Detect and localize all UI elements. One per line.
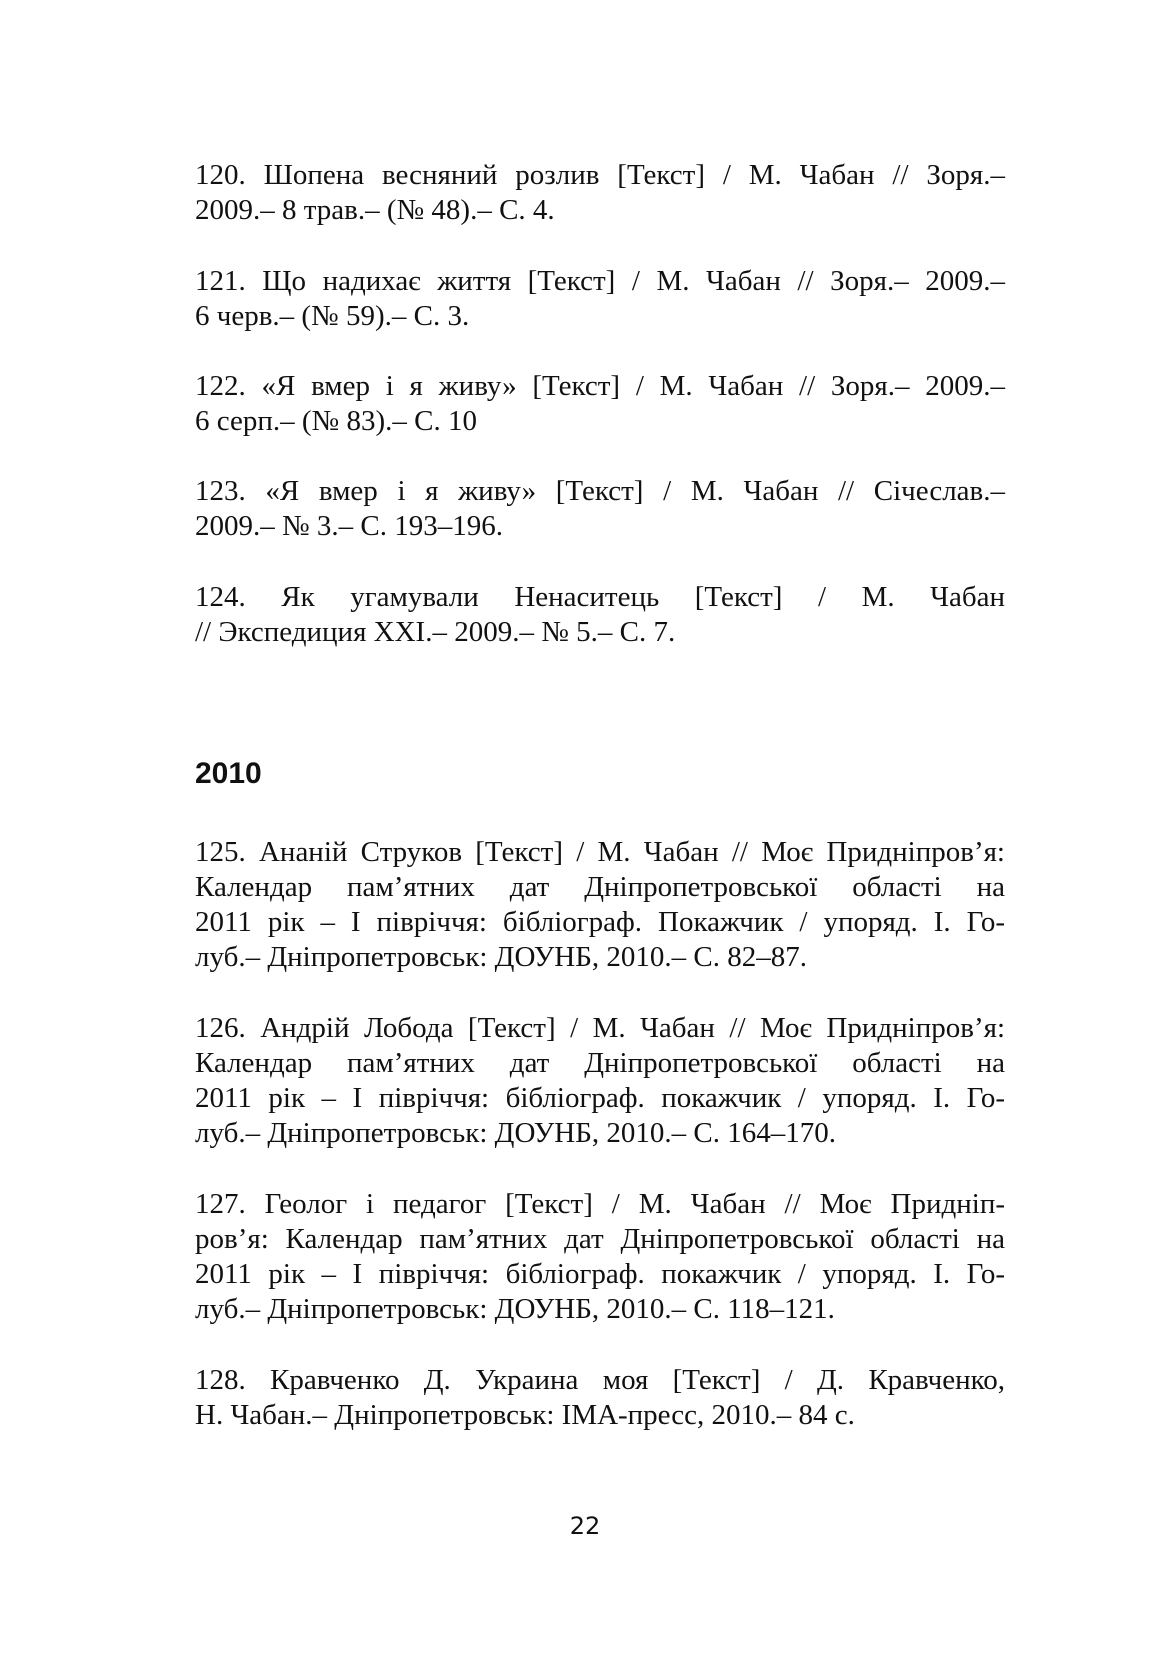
entry-line: луб.– Дніпропетровськ: ДОУНБ, 2010.– С. 118–121. (195, 1293, 835, 1325)
entry-text (195, 580, 1005, 650)
entry-text (195, 1187, 1005, 1327)
entry-line: // Экспедиция XXI.– 2009.– № 5.– С. 7. (195, 616, 676, 648)
entry-line: луб.– Дніпропетровськ: ДОУНБ, 2010.– С. 82–87. (195, 941, 807, 973)
entry-line: 6 черв.– (№ 59).– С. 3. (195, 300, 470, 332)
entry-line: 6 серп.– (№ 83).– С. 10 (195, 405, 477, 437)
entry-text (195, 158, 1005, 228)
entry-text (195, 369, 1005, 439)
entry-line: 2011 рік – І півріччя: бібліограф. покажчик / упоряд. І. Го- (195, 1258, 1005, 1290)
entry-line: 126. Андрій Лобода [Текст] / М. Чабан // Моє Придніпров’я: (195, 1012, 1005, 1044)
entry-text (195, 835, 1005, 975)
bibliography-entry-123 (195, 474, 1005, 544)
entry-line: Календар пам’ятних дат Дніпропетровської області на (195, 1047, 1005, 1079)
entry-line: 127. Геолог і педагог [Текст] / М. Чабан // Моє Придніп- (195, 1188, 1005, 1220)
entry-line: 124. Як угамували Ненаситець [Текст] / М. Чабан (195, 581, 1005, 613)
entry-line: 125. Ананій Струков [Текст] / М. Чабан // Моє Придніпров’я: (195, 836, 1005, 868)
bibliography-entry-127 (195, 1187, 1005, 1327)
entry-line: 120. Шопена весняний розлив [Текст] / М. Чабан // Зоря.– (195, 159, 1005, 191)
entry-line: 2011 рік – І півріччя: бібліограф. покажчик / упоряд. І. Го- (195, 1082, 1005, 1114)
entry-line: Н. Чабан.– Дніпропетровськ: ІМА-пресс, 2010.– 84 с. (195, 1399, 855, 1431)
bibliography-entry-122 (195, 369, 1005, 439)
entry-text (195, 1011, 1005, 1151)
bibliography-entry-121 (195, 264, 1005, 334)
bibliography-entry-125 (195, 835, 1005, 975)
entry-line: ров’я: Календар пам’ятних дат Дніпропетровської області на (195, 1223, 1005, 1255)
entry-line: 123. «Я вмер і я живу» [Текст] / М. Чабан // Січеслав.– (195, 475, 1005, 507)
entry-line: 2009.– 8 трав.– (№ 48).– С. 4. (195, 194, 555, 226)
bibliography-entry-124 (195, 580, 1005, 650)
page-number: 22 (569, 1512, 601, 1540)
entry-text (195, 264, 1005, 334)
entry-line: 128. Кравченко Д. Украина моя [Текст] / Д. Кравченко, (195, 1364, 1005, 1396)
entry-line: 122. «Я вмер і я живу» [Текст] / М. Чабан // Зоря.– 2009.– (195, 370, 1005, 402)
entry-line: луб.– Дніпропетровськ: ДОУНБ, 2010.– С. 164–170. (195, 1117, 836, 1149)
entry-text (195, 474, 1005, 544)
bibliography-entry-128 (195, 1363, 1005, 1433)
entry-line: 121. Що надихає життя [Текст] / М. Чабан // Зоря.– 2009.– (195, 265, 1005, 297)
entry-line: 2009.– № 3.– С. 193–196. (195, 510, 504, 542)
entry-text (195, 1363, 1005, 1433)
entry-line: 2011 рік – І півріччя: бібліограф. Покажчик / упоряд. І. Го- (195, 906, 1005, 938)
entry-line: Календар пам’ятних дат Дніпропетровської області на (195, 871, 1005, 903)
bibliography-entry-126 (195, 1011, 1005, 1151)
bibliography-entry-120 (195, 158, 1005, 228)
year-heading: 2010 (195, 757, 262, 790)
